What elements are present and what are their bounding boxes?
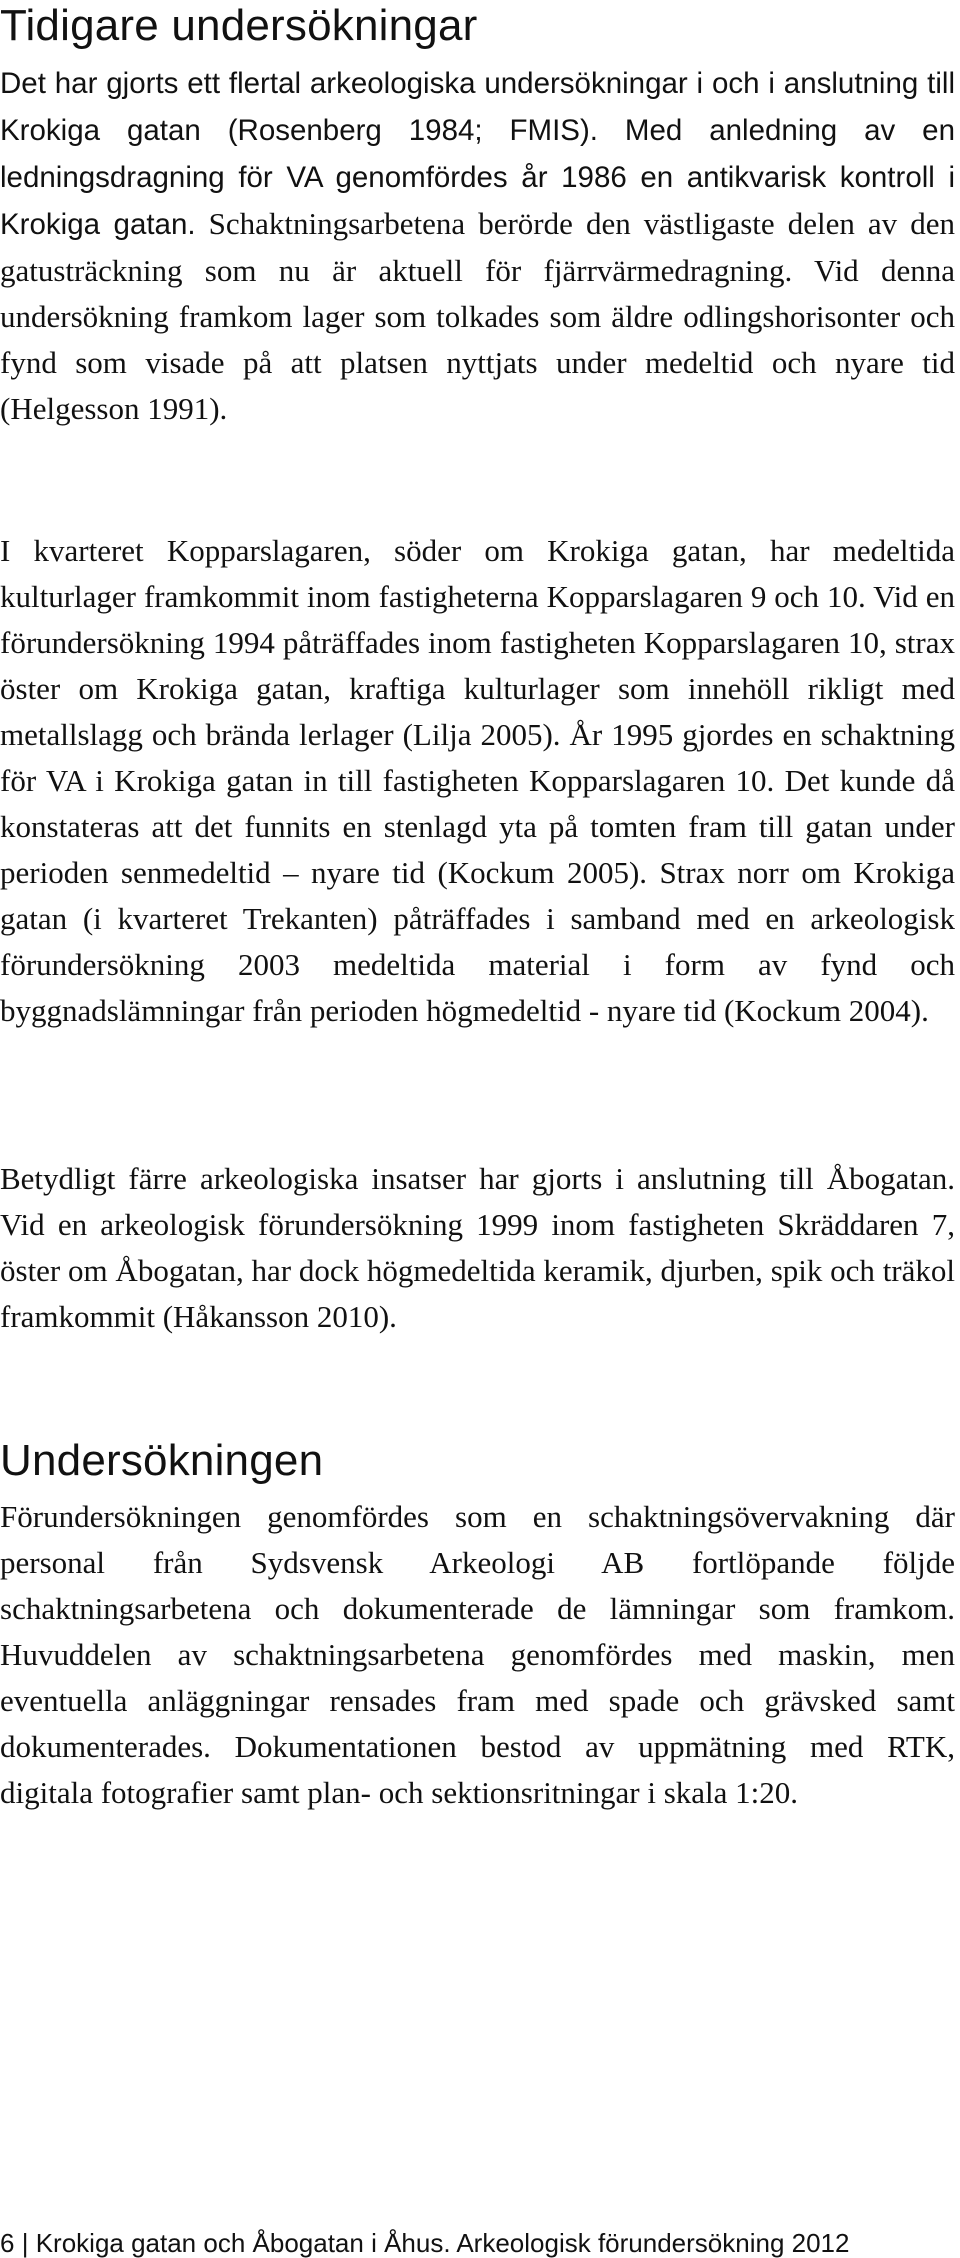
paragraph: Betydligt färre arkeologiska insatser har gjorts i anslutning till Åbogatan. Vid en arkeologisk förundersökning 1999 inom fastigheten Skräddaren 7, öster om Åbogatan, har dock högmedeltida keramik, djurben, spik och träkol framkommit (Håkansson 2010).: [0, 1161, 955, 1334]
page-number: 6: [0, 2228, 15, 2258]
paragraph-block: [0, 1494, 955, 1816]
section-undersokningen: [0, 1436, 955, 1485]
paragraph: Förundersökningen genomfördes som en schaktningsövervakning där personal från Sydsvensk Arkeologi AB fortlöpande följde schaktningsarbetena och dokumenterade de lämningar som framkom. Huvuddelen av schaktningsarbetena genomfördes med maskin, men eventuella anläggningar rensades fram med spade och grävsked samt dokumenterades. Dokumentationen bestod av uppmätning med RTK, digitala fotografier samt plan- och sektionsritningar i skala 1:20.: [0, 1499, 955, 1810]
running-title: Krokiga gatan och Åbogatan i Åhus. Arkeologisk förundersökning 2012: [35, 2228, 850, 2258]
paragraph-block: [0, 60, 955, 432]
paragraph-serif-run: Schaktningsarbetena berörde den västligaste delen av den gatusträckning som nu är aktuell för fjärrvärmedragning. Vid denna undersökning framkom lager som tolkades som äldre odlingshorisonter och fynd som visade på att platsen nyttjats under medeltid och nyare tid (Helgesson 1991).: [0, 206, 955, 426]
paragraph-sans-run: Det har gjorts ett flertal arkeologiska undersökningar i och i anslutning till Krokiga gatan (Rosenberg 1984; FMIS). Med anledning av en ledningsdragning för VA genomfördes år 1986 en antikvarisk kontroll i Krokiga gatan.: [0, 67, 955, 241]
footer-separator: |: [21, 2228, 29, 2258]
section-heading: Tidigare undersökningar: [0, 1, 478, 50]
section-tidigare-undersokningar: [0, 1, 955, 50]
paragraph-block: [0, 1156, 955, 1340]
paragraph: I kvarteret Kopparslagaren, söder om Krokiga gatan, har medeltida kulturlager framkommit inom fastigheterna Kopparslagaren 9 och 10. Vid en förundersökning 1994 påträffades inom fastigheten Kopparslagaren 10, strax öster om Krokiga gatan, kraftiga kulturlager som innehöll rikligt med metallslagg och brända lerlager (Lilja 2005). År 1995 gjordes en schaktning för VA i Krokiga gatan in till fastigheten Kopparslagaren 10. Det kunde då konstateras att det funnits en stenlagd yta på tomten fram till gatan under perioden senmedeltid – nyare tid (Kockum 2005). Strax norr om Krokiga gatan (i kvarteret Trekanten) påträffades i samband med en arkeologisk förundersökning 2003 medeltida material i form av fynd och byggnadslämningar från perioden högmedeltid - nyare tid (Kockum 2004).: [0, 533, 955, 1028]
paragraph: [0, 60, 955, 432]
page-footer: [0, 2230, 849, 2256]
section-heading: Undersökningen: [0, 1436, 324, 1485]
paragraph-block: [0, 528, 955, 1034]
